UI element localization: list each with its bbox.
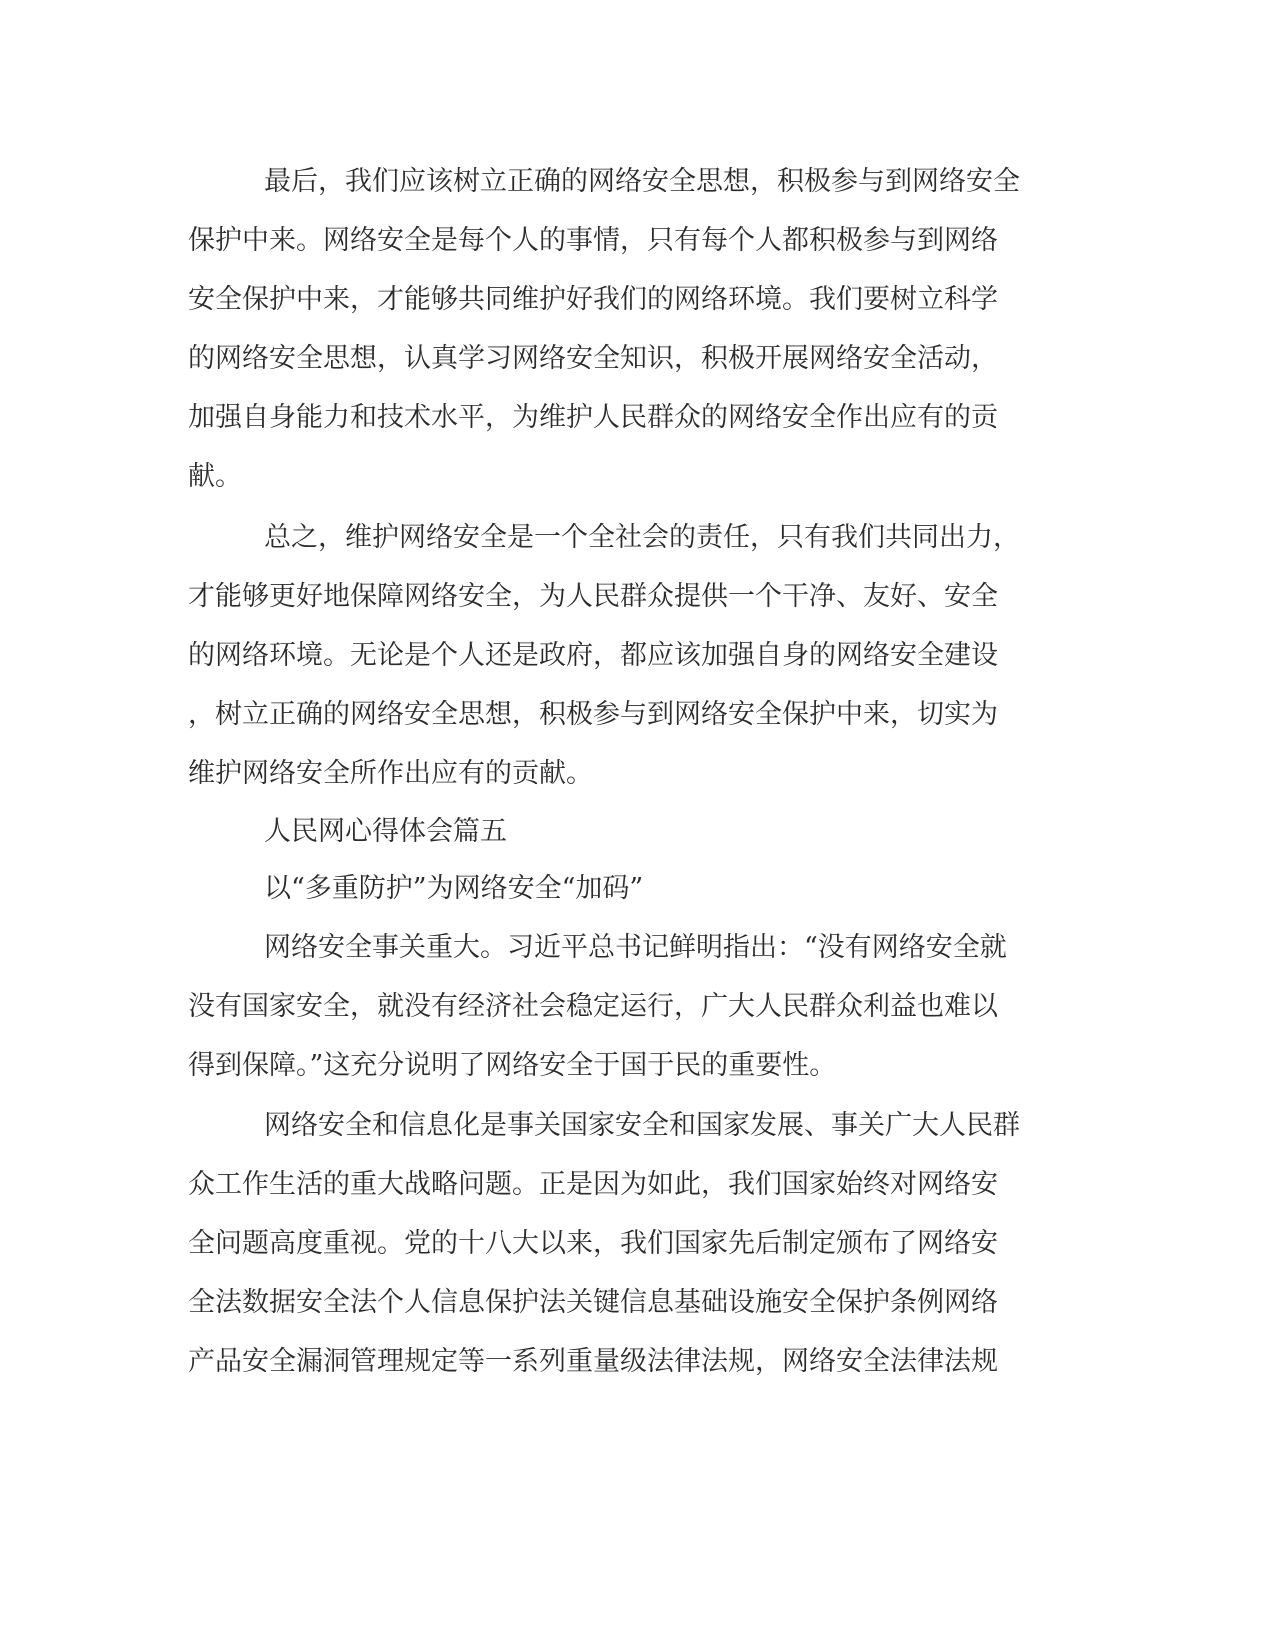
paragraph-line: 众工作生活的重大战略问题。正是因为如此，我们国家始终对网络安 [188, 1169, 998, 1200]
paragraph-line: 得到保障。”这充分说明了网络安全于国于民的重要性。 [188, 1050, 837, 1081]
paragraph-line: 没有国家安全，就没有经济社会稳定运行，广大人民群众利益也难以 [188, 991, 998, 1022]
paragraph-line: 全问题高度重视。党的十八大以来，我们国家先后制定颁布了网络安 [188, 1228, 998, 1259]
paragraph-line: 才能够更好地保障网络安全，为人民群众提供一个干净、友好、安全 [188, 581, 998, 612]
paragraph-line: 全法数据安全法个人信息保护法关键信息基础设施安全保护条例网络 [188, 1287, 998, 1318]
paragraph-line: 产品安全漏洞管理规定等一系列重量级法律法规，网络安全法律法规 [188, 1346, 998, 1377]
paragraph-line: ，树立正确的网络安全思想，积极参与到网络安全保护中来，切实为 [188, 699, 998, 730]
paragraph-line: 最后，我们应该树立正确的网络安全思想，积极参与到网络安全 [264, 166, 1020, 197]
paragraph-line: 的网络安全思想，认真学习网络安全知识，积极开展网络安全活动， [188, 343, 998, 374]
paragraph-line: 加强自身能力和技术水平，为维护人民群众的网络安全作出应有的贡 [188, 402, 998, 433]
article-title: 以“多重防护”为网络安全“加码” [264, 873, 644, 904]
paragraph-line: 网络安全和信息化是事关国家安全和国家发展、事关广大人民群 [264, 1110, 1020, 1141]
paragraph-line: 的网络环境。无论是个人还是政府，都应该加强自身的网络安全建设 [188, 640, 998, 671]
paragraph-line: 安全保护中来，才能够共同维护好我们的网络环境。我们要树立科学 [188, 284, 998, 315]
paragraph-line: 维护网络安全所作出应有的贡献。 [188, 758, 593, 789]
paragraph-line: 总之，维护网络安全是一个全社会的责任，只有我们共同出力， [264, 522, 1020, 553]
section-heading: 人民网心得体会篇五 [264, 816, 507, 847]
paragraph-line: 网络安全事关重大。习近平总书记鲜明指出：“没有网络安全就 [264, 932, 1007, 963]
paragraph-line: 献。 [188, 461, 242, 492]
paragraph-line: 保护中来。网络安全是每个人的事情，只有每个人都积极参与到网络 [188, 225, 998, 256]
